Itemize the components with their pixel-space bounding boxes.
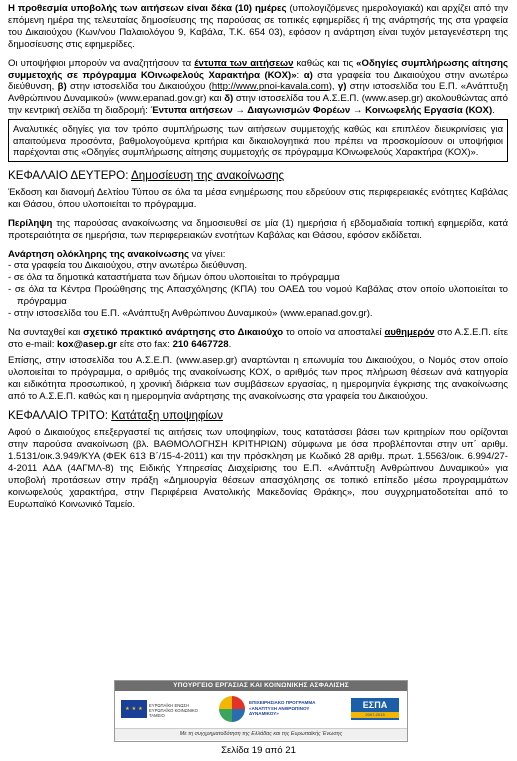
- program-label: ΕΠΙΧΕΙΡΗΣΙΑΚΟ ΠΡΟΓΡΑΜΜΑ «ΑΝΑΠΤΥΞΗ ΑΝΘΡΩΠΙΝΟΥ ΔΥΝΑΜΙΚΟΥ»: [249, 700, 316, 717]
- eu-label: ΕΥΡΩΠΑΪΚΗ ΕΝΩΣΗ ΕΥΡΩΠΑΪΚΟ ΚΟΙΝΩΝΙΚΟ ΤΑΜΕΙΟ: [149, 703, 198, 718]
- list-item: - στα γραφεία του Δικαιούχου, στην ανωτέρω διεύθυνση.: [8, 260, 248, 272]
- list-item: - στην ιστοσελίδα του Ε.Π. «Ανάπτυξη Ανθρώπινου Δυναμικού» (www.epanad.gov.gr).: [8, 308, 373, 320]
- page-number: Σελίδα 19 από 21: [221, 745, 296, 756]
- eu-flag-icon: ★ ★ ★: [121, 700, 147, 718]
- chapter-three-title: Κατάταξη υποψηφίων: [111, 409, 223, 423]
- list-item: - σε όλα τα Κέντρα Προώθησης της Απασχόλησης (ΚΠΑ) του ΟΑΕΔ του νομού Καβάλας στον οποίο υλοποιείται το πρόγραμμα: [8, 284, 508, 308]
- navigation-path: Έντυπα αιτήσεων → Διαγωνισμών Φορέων → Κοινωφελής Εργασία (ΚΟΧ): [150, 105, 493, 117]
- ministry-header: ΥΠΟΥΡΓΕΙΟ ΕΡΓΑΣΙΑΣ ΚΑΙ ΚΟΙΝΩΝΙΚΗΣ ΑΣΦΑΛΙΣΗΣ: [115, 681, 407, 691]
- espa-logo: ΕΣΠΑ 2007-2013: [351, 698, 399, 720]
- chapter-two-title: Δημοσίευση της ανακοίνωσης: [131, 168, 285, 182]
- guide-title: «Οδηγίες συμπλήρωσης αίτησης συμμετοχής σε πρόγραμμα ΚΟινωφελούς Χαρακτήρα (ΚΟΧ)»: [8, 57, 508, 81]
- chapter-three-heading: ΚΕΦΑΛΑΙΟ ΤΡΙΤΟ: Κατάταξη υποψηφίων: [8, 409, 223, 423]
- forms-term: έντυπα των αιτήσεων: [194, 57, 294, 69]
- posting-paragraph: Ανάρτηση ολόκληρης της ανακοίνωσης να γίνει:: [8, 248, 226, 260]
- email-address: kox@asep.gr: [57, 338, 118, 350]
- deadline-bold: Η προθεσμία υποβολής των αιτήσεων είναι δέκα (10) ημέρες: [8, 3, 287, 14]
- deadline-paragraph: Η προθεσμία υποβολής των αιτήσεων είναι δέκα (10) ημέρες (υπολογιζόμενες ημερολογιακά) και αρχίζει από την επόμενη ημέρα της τελευταίας δημοσίευσης της παρούσας σε τοπικές εφημερίδες ή της ανάρτησής της στα γραφεία του Δικαιούχου (Κων/νου Παλαιολόγου 9, Καβάλα, Τ.Κ. 654 03), εφόσον η ανάρτηση είναι τυχόν μεταγενέστερη της δημοσίευσης στις εφημερίδες.: [8, 3, 508, 50]
- summary-paragraph: Περίληψη της παρούσας ανακοίνωσης να δημοσιευθεί σε μία (1) ημερήσια ή εβδομαδιαία τοπική εφημερίδα, κατά προτεραιότητα σε ημερήσια, των περιφερειακών ενοτήτων Καβάλας και Θάσου, εφόσον εκδίδεται.: [8, 217, 508, 241]
- press-release-paragraph: Έκδοση και διανομή Δελτίου Τύπου σε όλα τα μέσα ενημέρωσης που εδρεύουν στις περιφερειακές ενότητες Καβάλας και Θάσου, όπου υλοποιείται το πρόγραμμα.: [8, 186, 508, 210]
- chapter-two-heading: ΚΕΦΑΛΑΙΟ ΔΕΥΤΕΡΟ: Δημοσίευση της ανακοίνωσης: [8, 168, 285, 182]
- ranking-paragraph: Αφού ο Δικαιούχος επεξεργαστεί τις αιτήσεις των υποψηφίων, τους κατατάσσει βάσει των κριτηρίων που ορίζονται στην παρούσα ανακοίνωση (βλ. ΒΑΘΜΟΛΟΓΗΣΗ ΚΡΙΤΗΡΙΩΝ) σύμφωνα με όσα προβλέπονται στην υπ΄ αριθμ. 1.5131/οικ.3.949/ΚΥΑ (ΦΕΚ 613 Β΄/15-4-2011) και την πρόσκληση με Κωδικό 28 αριθμ. πρωτ. 1.5563/οικ. 6.994/27-4-2011 ΑΔΑ (4ΑΓΜΛ-8) της Ειδικής Υπηρεσίας Διαχείρισης του Ε.Π. «Ανάπτυξη Ανθρώπινου Δυναμικού» για υποβολή προτάσεων στην πράξη «Δημιουργία θέσεων απασχόλησης σε τοπικό επίπεδο μέσω προγραμμάτων κοινωφελούς χαρακτήρα, στην Περιφέρεια Ανατολικής Μακεδονίας Θράκης», που συγχρηματοδοτείται από το Ευρωπαϊκό Κοινωνικό Ταμείο.: [8, 427, 508, 510]
- posting-list: [8, 260, 508, 320]
- fax-number: 210 6467728: [172, 338, 229, 350]
- minutes-paragraph: Να συνταχθεί και σχετικό πρακτικό ανάρτησης στο Δικαιούχο το οποίο να αποσταλεί αυθημερόν στο Α.Σ.Ε.Π. είτε στο e-mail: kox@asep.gr είτε στο fax: 210 6467728.: [8, 327, 509, 350]
- instructions-box: [8, 119, 508, 162]
- cofunding-note: Με τη συγχρηματοδότηση της Ελλάδας και της Ευρωπαϊκής Ένωσης: [115, 728, 407, 740]
- document-page: [8, 3, 508, 511]
- list-item: - σε όλα τα δημοτικά καταστήματα των δήμων όπου υλοποιείται το πρόγραμμα: [8, 272, 340, 284]
- beneficiary-website-link[interactable]: http://www.pnoi-kavala.com: [211, 81, 329, 93]
- funding-banner: [114, 680, 408, 742]
- asep-website-paragraph: Επίσης, στην ιστοσελίδα του Α.Σ.Ε.Π. (www.asep.gr) αναρτώνται η επωνυμία του Δικαιούχου, ο Νομός στον οποίο υλοποιείται το πρόγραμμα, ο αριθμός της ανακοίνωσης ΚΟΧ, ο αριθμός των προς πλήρωση θέσεων ανά κατηγορία και ειδικότητα προσωπικού, η χρονική διάρκεια των συμβάσεων εργασίας, η ημερομηνία έγκρισης της ανακοίνωσης από το Α.Σ.Ε.Π. καθώς και η ημερομηνία ανάρτησης της ανακοίνωσης στα γραφεία του Δικαιούχου.: [8, 354, 508, 402]
- forms-paragraph: Οι υποψήφιοι μπορούν να αναζητήσουν τα έντυπα των αιτήσεων καθώς και τις «Οδηγίες συμπλήρωσης αίτησης συμμετοχής σε πρόγραμμα ΚΟινωφελούς Χαρακτήρα (ΚΟΧ)»: α) στα γραφεία του Δικαιούχου στην ανωτέρω διεύθυνση, β) στην ιστοσελίδα του Δικαιούχου (http://www.pnoi-kavala.com), γ) στην ιστοσελίδα του Ε.Π. «Ανάπτυξη Ανθρώπινου Δυναμικού» (www.epanad.gov.gr) και δ) στην ιστοσελίδα του Α.Σ.Ε.Π. (www.asep.gr) ακολουθώντας από την κεντρική σελίδα τη διαδρομή: Έντυπα αιτήσεων → Διαγωνισμών Φορέων → Κοινωφελής Εργασία (ΚΟΧ).: [8, 57, 509, 117]
- instructions-text: Αναλυτικές οδηγίες για τον τρόπο συμπλήρωσης των αιτήσεων συμμετοχής καθώς και επιπλέον διευκρινίσεις για απαιτούμενα προσόντα, βαθμολογούμενα κριτήρια και δικαιολογητικά που πρέπει να προσκομίσουν οι υποψήφιοι παρέχονται στις «Οδηγίες συμπλήρωσης αίτησης συμμετοχής σε πρόγραμμα ΚΟινωφελούς Χαρακτήρα (ΚΟΧ)».: [13, 123, 503, 158]
- program-logo-icon: [219, 696, 245, 722]
